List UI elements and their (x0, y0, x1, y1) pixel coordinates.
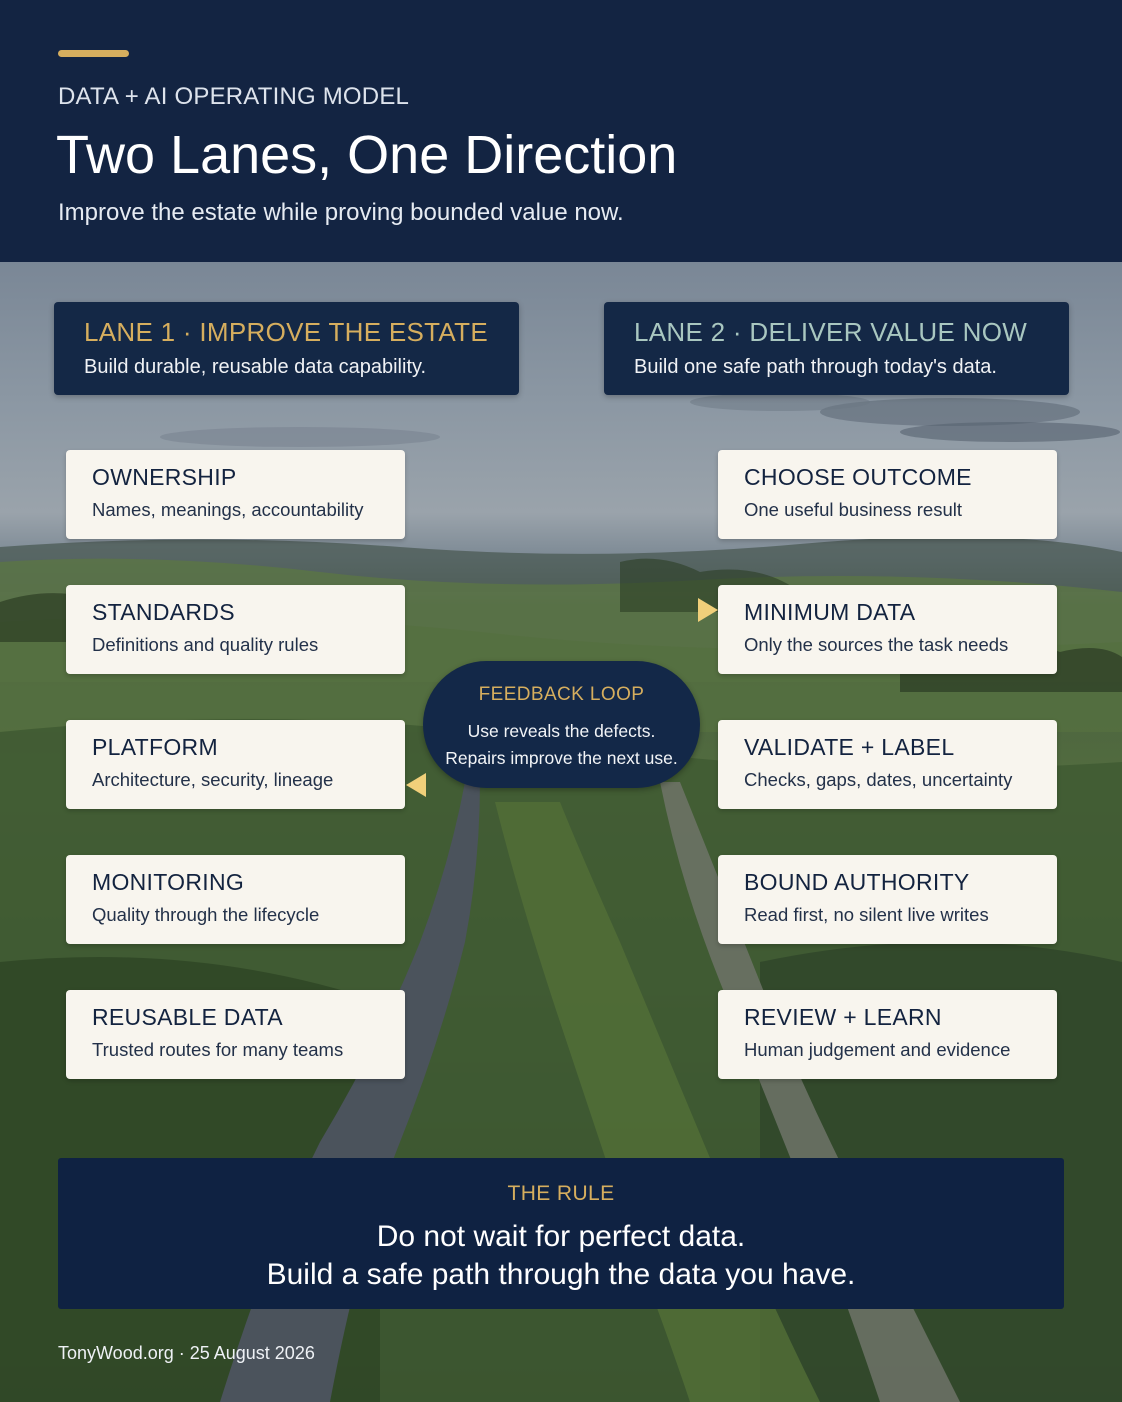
step-description: Checks, gaps, dates, uncertainty (744, 769, 1013, 790)
step-description: Read first, no silent live writes (744, 904, 989, 925)
lane-1-step-standards (66, 585, 405, 674)
step-description: Quality through the lifecycle (92, 904, 320, 925)
feedback-loop-title: FEEDBACK LOOP (478, 684, 645, 705)
lane-1-step-ownership (66, 450, 405, 539)
lane-1-header (54, 302, 519, 395)
rule-title: THE RULE (507, 1182, 615, 1205)
step-title: STANDARDS (92, 599, 235, 625)
header-band (0, 0, 1122, 262)
lane-2-step-review-learn (718, 990, 1057, 1079)
feedback-loop-line-1: Use reveals the defects. (467, 721, 656, 741)
lane-2-step-minimum-data (718, 585, 1057, 674)
accent-bar (58, 50, 129, 57)
lane-1-subtitle: Build durable, reusable data capability. (84, 356, 427, 378)
step-title: MONITORING (92, 869, 245, 895)
feedback-loop-line-2: Repairs improve the next use. (445, 748, 678, 768)
lane-2-step-validate-label (718, 720, 1057, 809)
footer-credit: TonyWood.org · 25 August 2026 (58, 1343, 315, 1363)
step-title: MINIMUM DATA (744, 599, 916, 625)
lane-1-step-monitoring (66, 855, 405, 944)
step-description: One useful business result (744, 499, 963, 520)
lane-1-step-platform (66, 720, 405, 809)
step-title: REVIEW + LEARN (744, 1004, 942, 1030)
step-title: VALIDATE + LABEL (744, 734, 955, 760)
step-description: Architecture, security, lineage (92, 769, 334, 790)
step-title: OWNERSHIP (92, 464, 237, 490)
page-title: Two Lanes, One Direction (56, 125, 678, 185)
feedback-loop (423, 661, 700, 788)
step-title: PLATFORM (92, 734, 218, 760)
rule-line-2: Build a safe path through the data you have. (266, 1258, 856, 1291)
lane-1-step-reusable-data (66, 990, 405, 1079)
lane-2-step-bound-authority (718, 855, 1057, 944)
rule-box (58, 1158, 1064, 1309)
step-title: BOUND AUTHORITY (744, 869, 970, 895)
step-title: CHOOSE OUTCOME (744, 464, 972, 490)
step-description: Names, meanings, accountability (92, 499, 364, 520)
arrow-right-icon (698, 598, 718, 622)
lane-2-header (604, 302, 1069, 395)
lane-2-title: LANE 2 · DELIVER VALUE NOW (634, 317, 1028, 347)
rule-text (58, 1218, 1064, 1294)
rule-line-1: Do not wait for perfect data. (376, 1220, 746, 1253)
lane-1-title: LANE 1 · IMPROVE THE ESTATE (84, 317, 488, 347)
step-description: Only the sources the task needs (744, 634, 1009, 655)
lane-2-step-choose-outcome (718, 450, 1057, 539)
step-description: Definitions and quality rules (92, 634, 319, 655)
step-description: Human judgement and evidence (744, 1039, 1011, 1060)
step-description: Trusted routes for many teams (92, 1039, 344, 1060)
eyebrow-label: DATA + AI OPERATING MODEL (58, 83, 410, 110)
lane-2-subtitle: Build one safe path through today's data. (634, 356, 997, 378)
page-subtitle: Improve the estate while proving bounded value now. (58, 199, 624, 226)
feedback-loop-text (423, 718, 700, 772)
step-title: REUSABLE DATA (92, 1004, 283, 1030)
arrow-left-icon (406, 773, 426, 797)
